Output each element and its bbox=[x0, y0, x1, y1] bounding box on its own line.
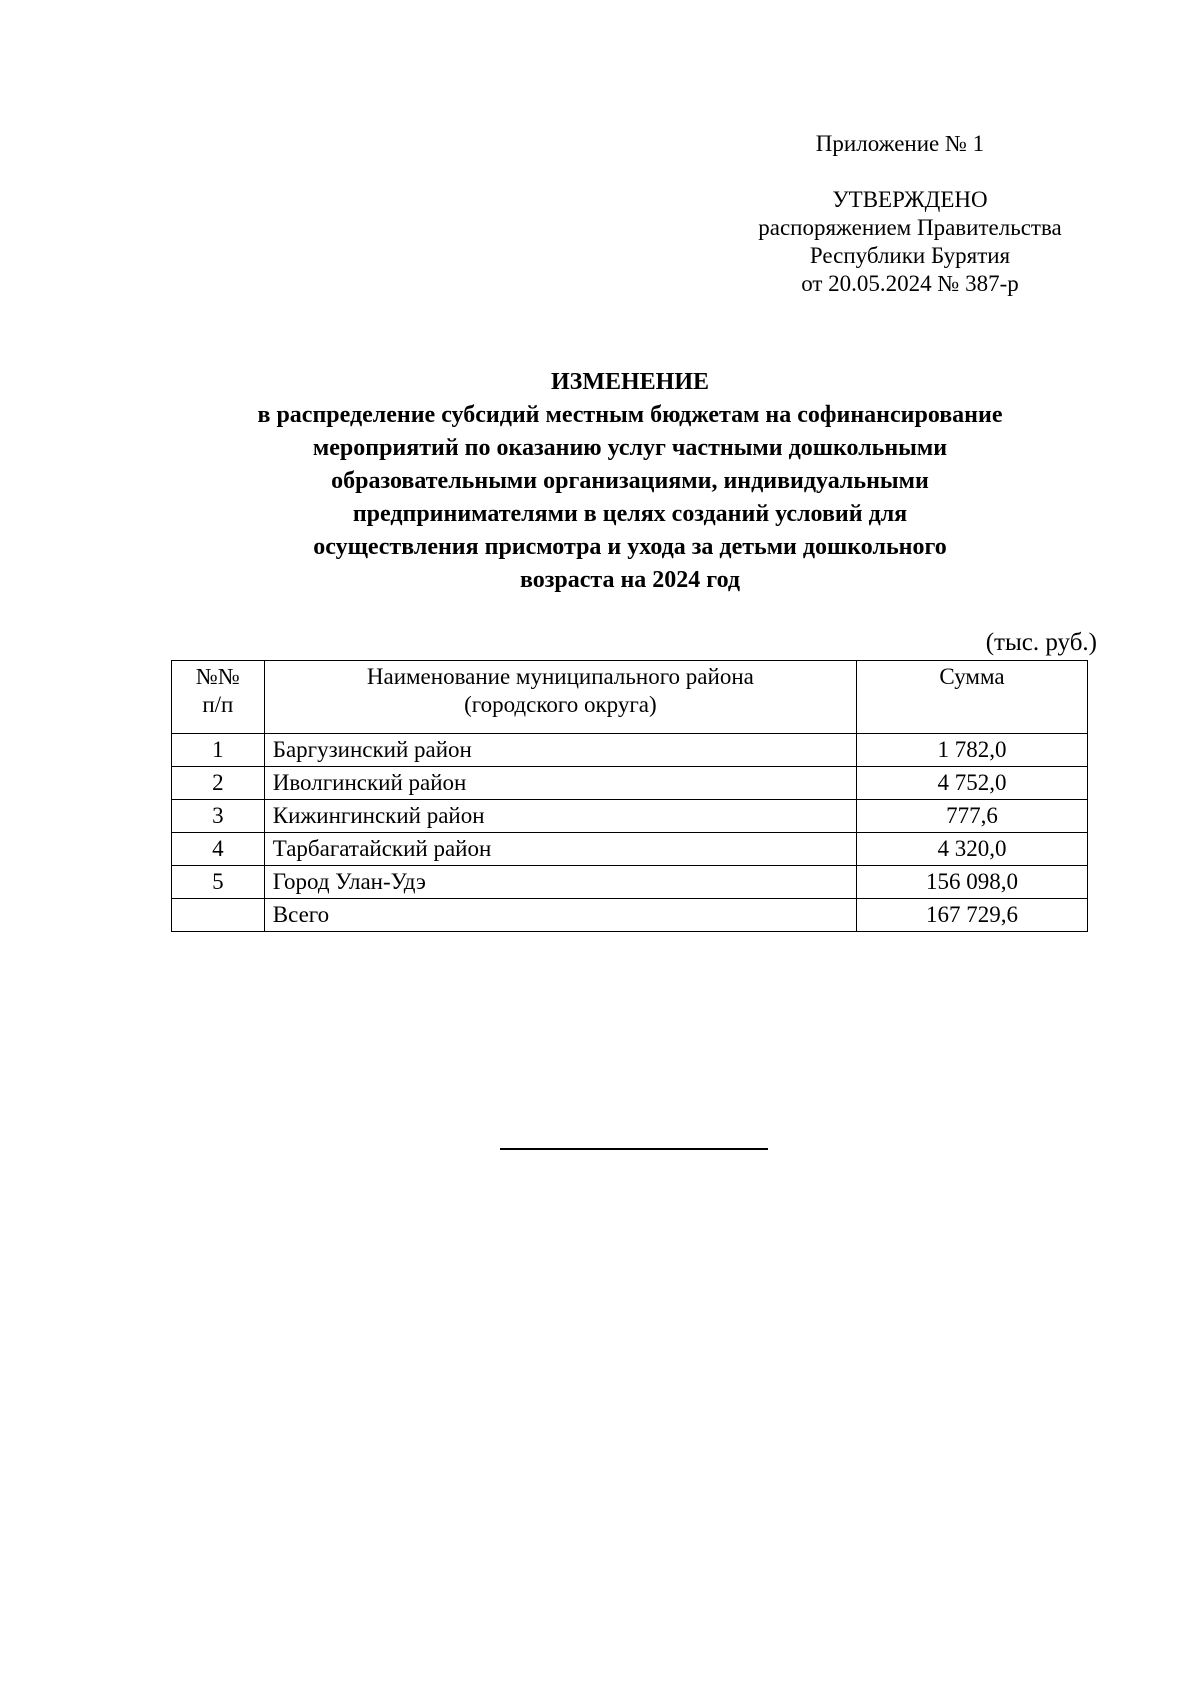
title-line: мероприятий по оказанию услуг частными дошкольными bbox=[312, 435, 948, 461]
row-name: Иволгинский район bbox=[264, 767, 856, 800]
table-row bbox=[172, 767, 1088, 800]
closing-rule bbox=[500, 1148, 768, 1150]
row-name: Кижингинский район bbox=[264, 800, 856, 833]
title-heading: ИЗМЕНЕНИЕ bbox=[550, 369, 709, 395]
title-line: возраста на 2024 год bbox=[519, 567, 741, 593]
column-header-number: №№ п/п bbox=[172, 661, 265, 734]
table-row bbox=[172, 800, 1088, 833]
row-name: Баргузинский район bbox=[264, 734, 856, 767]
table-row bbox=[172, 866, 1088, 899]
title-line: в распределение субсидий местным бюджетам на софинансирование bbox=[257, 402, 1003, 428]
table-header-row bbox=[172, 661, 1088, 734]
document-title bbox=[150, 366, 1110, 597]
row-number: 1 bbox=[172, 734, 265, 767]
table-row bbox=[172, 833, 1088, 866]
row-name: Тарбагатайский район bbox=[264, 833, 856, 866]
row-sum: 4 752,0 bbox=[856, 767, 1087, 800]
row-number: 4 bbox=[172, 833, 265, 866]
row-sum: 4 320,0 bbox=[856, 833, 1087, 866]
approval-heading: УТВЕРЖДЕНО bbox=[832, 187, 988, 212]
row-sum: 1 782,0 bbox=[856, 734, 1087, 767]
row-sum: 777,6 bbox=[856, 800, 1087, 833]
approval-line: распоряжением Правительства bbox=[758, 215, 1062, 240]
row-name: Город Улан-Удэ bbox=[264, 866, 856, 899]
distribution-table bbox=[171, 660, 1088, 932]
row-sum: 156 098,0 bbox=[856, 866, 1087, 899]
units-label: (тыс. руб.) bbox=[985, 629, 1097, 656]
title-line: осуществления присмотра и ухода за детьми дошкольного bbox=[313, 534, 947, 560]
row-number: 3 bbox=[172, 800, 265, 833]
row-number: 2 bbox=[172, 767, 265, 800]
approval-block bbox=[735, 186, 1085, 298]
row-number: 5 bbox=[172, 866, 265, 899]
table-row bbox=[172, 734, 1088, 767]
total-number bbox=[172, 899, 265, 932]
column-header-sum: Сумма bbox=[856, 661, 1087, 734]
approval-line: Республики Бурятия bbox=[809, 243, 1011, 268]
column-header-name: Наименование муниципального района (городского округа) bbox=[264, 661, 856, 734]
table-total-row bbox=[172, 899, 1088, 932]
total-sum: 167 729,6 bbox=[856, 899, 1087, 932]
appendix-label: Приложение № 1 bbox=[815, 131, 985, 156]
total-label: Всего bbox=[264, 899, 856, 932]
title-line: предпринимателями в целях созданий условий для bbox=[352, 501, 908, 527]
approval-date: от 20.05.2024 № 387-р bbox=[801, 271, 1019, 296]
title-line: образовательными организациями, индивидуальными bbox=[331, 468, 929, 494]
